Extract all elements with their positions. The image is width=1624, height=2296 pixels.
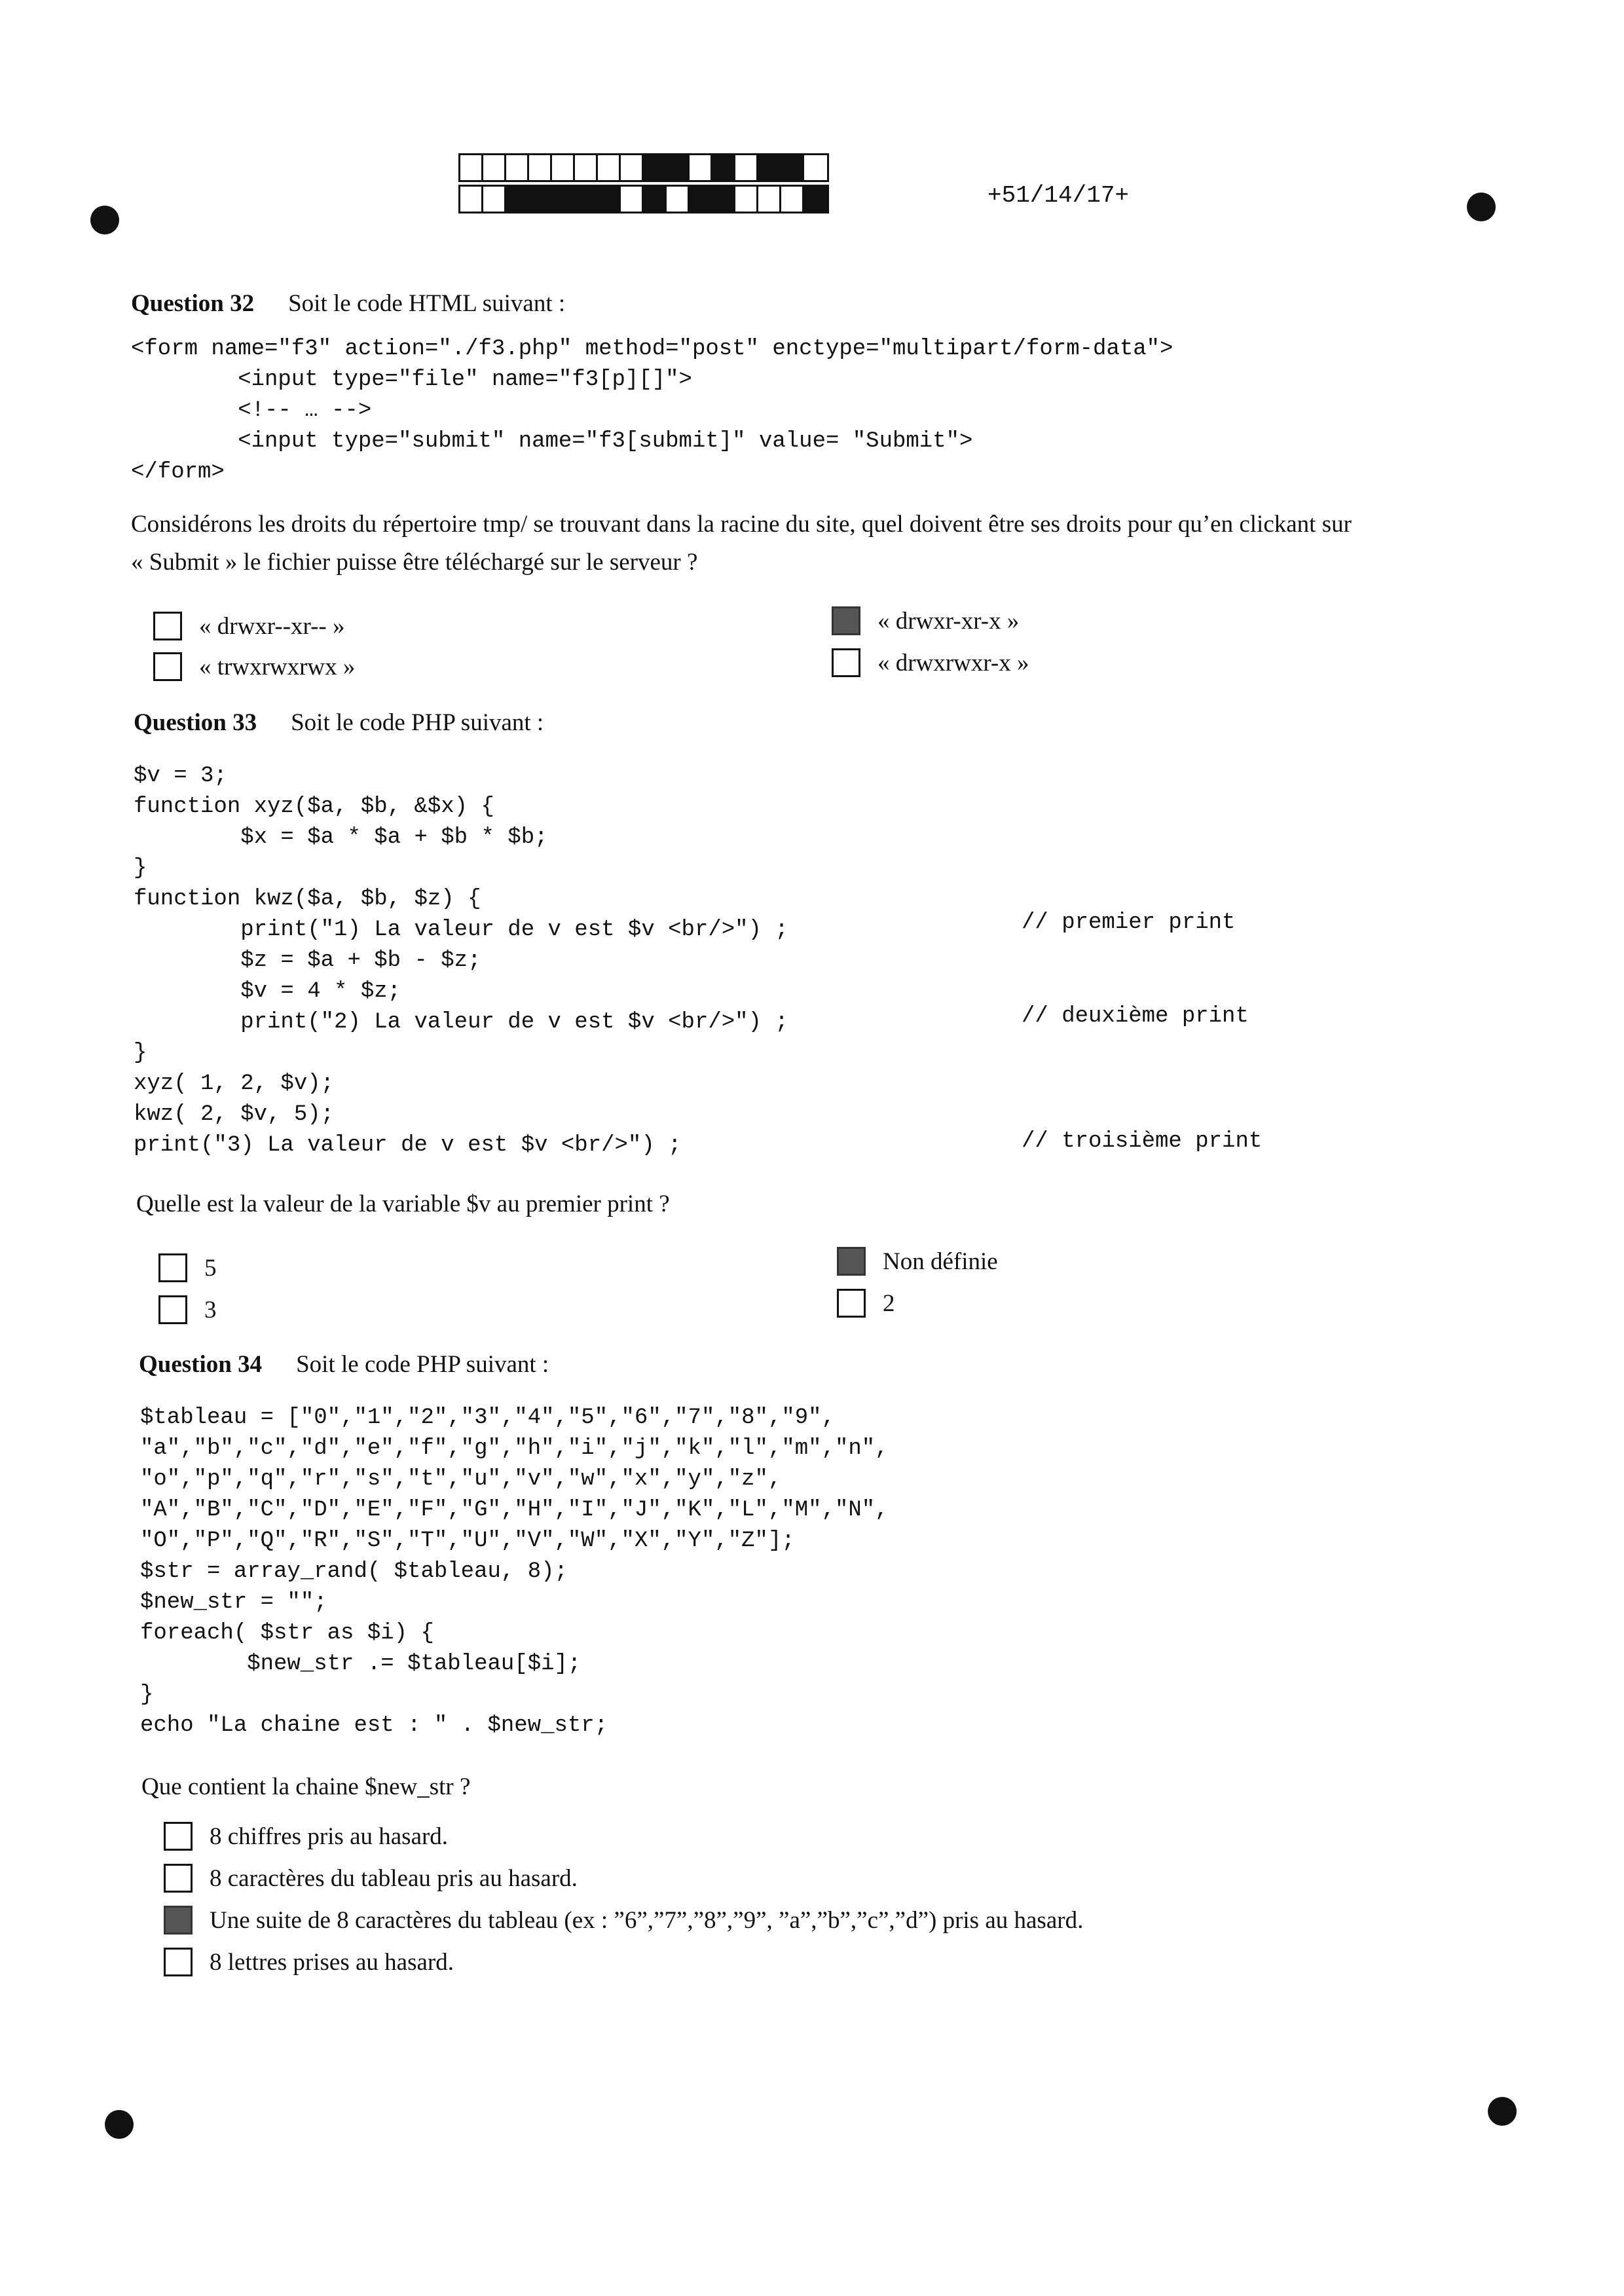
q33-choice-2[interactable] (158, 1295, 217, 1324)
question-34-heading (139, 1350, 549, 1379)
barcode-cell (735, 155, 758, 180)
q33-choice-1[interactable] (158, 1253, 217, 1282)
q34-choice-1[interactable] (164, 1822, 448, 1851)
code-line: } (134, 1041, 147, 1065)
barcode-cell (598, 155, 621, 180)
q34-choice-3[interactable] (164, 1906, 1083, 1935)
barcode-cell (781, 155, 804, 180)
q33-choice-4[interactable] (837, 1289, 895, 1318)
barcode-cell (621, 187, 644, 212)
code-line: $v = 4 * $z; (134, 979, 401, 1004)
question-number: Question 34 (139, 1351, 263, 1378)
comment-deuxieme-print: // deuxième print (1022, 1004, 1249, 1029)
choice-label: 3 (204, 1296, 217, 1324)
choice-label: « trwxrwxrwx » (199, 653, 356, 680)
registration-mark-top-left (90, 206, 119, 234)
code-line: print("1) La valeur de v est $v <br/>") ; (134, 917, 788, 942)
question-intro: Soit le code HTML suivant : (288, 290, 566, 317)
choice-label: « drwxr--xr-- » (199, 612, 345, 640)
choice-label: 8 caractères du tableau pris au hasard. (210, 1864, 578, 1892)
barcode-row-1 (458, 153, 829, 182)
code-line: print("3) La valeur de v est $v <br/>") ; (134, 1133, 682, 1158)
barcode-cell (598, 187, 621, 212)
question-number: Question 32 (131, 290, 255, 317)
choice-label: 5 (204, 1254, 217, 1282)
choice-label: « drwxr-xr-x » (877, 607, 1020, 635)
prompt-line-2: « Submit » le fichier puisse être téléchargé sur le serveur ? (131, 549, 698, 576)
barcode-cell (552, 155, 575, 180)
prompt-line-1: Considérons les droits du répertoire tmp/ se trouvant dans la racine du site, quel doivent être ses droits pour qu’en clickant sur (131, 511, 1352, 538)
question-34-code (140, 1403, 889, 1741)
barcode-cell (552, 187, 575, 212)
q33-choice-3[interactable] (837, 1247, 998, 1276)
comment-troisieme-print: // troisième print (1022, 1129, 1263, 1154)
code-line: "o","p","q","r","s","t","u","v","w","x","y","z", (140, 1467, 782, 1492)
barcode-cell (644, 155, 667, 180)
q32-choice-1[interactable] (153, 612, 345, 640)
barcode-cell (690, 155, 712, 180)
question-33-heading (134, 709, 544, 737)
barcode-cell (667, 155, 690, 180)
barcode-cell (690, 187, 712, 212)
barcode-cell (506, 187, 529, 212)
question-intro: Soit le code PHP suivant : (296, 1351, 549, 1378)
code-line: $new_str .= $tableau[$i]; (140, 1652, 581, 1676)
barcode-cell (758, 155, 781, 180)
checkbox[interactable] (164, 1864, 193, 1893)
q32-choice-2[interactable] (153, 652, 355, 681)
registration-mark-bottom-right (1488, 2097, 1517, 2126)
checkbox[interactable] (164, 1822, 193, 1851)
checkbox[interactable] (837, 1247, 866, 1276)
registration-mark-top-right (1467, 193, 1496, 221)
checkbox[interactable] (158, 1295, 187, 1324)
code-line: } (134, 856, 147, 881)
barcode-cell (483, 187, 506, 212)
checkbox[interactable] (153, 612, 182, 640)
choice-label: Une suite de 8 caractères du tableau (ex : ”6”,”7”,”8”,”9”, ”a”,”b”,”c”,”d”) pris au hasard. (210, 1906, 1084, 1934)
code-line: "A","B","C","D","E","F","G","H","I","J","K","L","M","N", (140, 1498, 889, 1523)
barcode-cell (621, 155, 644, 180)
barcode-cell (529, 187, 552, 212)
checkbox[interactable] (832, 648, 860, 677)
choice-label: 8 chiffres pris au hasard. (210, 1823, 449, 1850)
code-line: function xyz($a, $b, &$x) { (134, 794, 494, 819)
q34-choice-4[interactable] (164, 1948, 454, 1976)
code-line: $x = $a * $a + $b * $b; (134, 825, 548, 850)
code-line: <input type="file" name="f3[p][]"> (131, 367, 692, 392)
checkbox[interactable] (164, 1906, 193, 1935)
sheet-id: +51/14/17+ (987, 182, 1130, 209)
code-line: print("2) La valeur de v est $v <br/>") ; (134, 1010, 788, 1035)
code-line: } (140, 1682, 154, 1707)
code-line: <!-- … --> (131, 398, 372, 423)
question-34-prompt: Que contient la chaine $new_str ? (141, 1773, 471, 1800)
code-line: xyz( 1, 2, $v); (134, 1071, 335, 1096)
barcode-cell (575, 187, 598, 212)
question-33-prompt: Quelle est la valeur de la variable $v au premier print ? (136, 1191, 670, 1217)
question-intro: Soit le code PHP suivant : (291, 709, 544, 736)
question-33-code (134, 761, 788, 1161)
barcode-cell (506, 155, 529, 180)
code-line: $str = array_rand( $tableau, 8); (140, 1559, 568, 1584)
barcode-cell (781, 187, 804, 212)
checkbox[interactable] (164, 1948, 193, 1976)
barcode-cell (804, 187, 827, 212)
barcode-row-2 (458, 185, 829, 213)
checkbox[interactable] (153, 652, 182, 681)
choice-label: Non définie (883, 1248, 998, 1275)
barcode-cell (575, 155, 598, 180)
code-line: echo "La chaine est : " . $new_str; (140, 1713, 608, 1738)
barcode-cell (644, 187, 667, 212)
code-line: </form> (131, 460, 225, 485)
barcode-cell (529, 155, 552, 180)
barcode-cell (460, 155, 483, 180)
barcode-cell (483, 155, 506, 180)
comment-premier-print: // premier print (1022, 910, 1236, 935)
code-line: $new_str = ""; (140, 1590, 327, 1615)
barcode-cell (460, 187, 483, 212)
code-line: $v = 3; (134, 764, 227, 788)
barcode-cell (804, 155, 827, 180)
choice-label: « drwxrwxr-x » (877, 649, 1029, 676)
barcode-cell (712, 155, 735, 180)
barcode-cell (712, 187, 735, 212)
code-line: kwz( 2, $v, 5); (134, 1102, 335, 1127)
code-line: function kwz($a, $b, $z) { (134, 887, 481, 912)
question-32-code (131, 334, 1173, 488)
question-32-heading (131, 289, 565, 318)
barcode-cell (735, 187, 758, 212)
code-line: <input type="submit" name="f3[submit]" value= "Submit"> (131, 429, 973, 454)
question-32-prompt (131, 506, 1480, 582)
code-line: $z = $a + $b - $z; (134, 948, 481, 973)
code-line: <form name="f3" action="./f3.php" method="post" enctype="multipart/form-data"> (131, 337, 1173, 361)
barcode-cell (758, 187, 781, 212)
code-line: foreach( $str as $i) { (140, 1621, 434, 1646)
code-line: "O","P","Q","R","S","T","U","V","W","X","Y","Z"]; (140, 1528, 795, 1553)
code-line: "a","b","c","d","e","f","g","h","i","j","k","l","m","n", (140, 1436, 889, 1461)
choice-label: 2 (883, 1289, 895, 1317)
checkbox[interactable] (837, 1289, 866, 1318)
q34-choice-2[interactable] (164, 1864, 578, 1893)
question-number: Question 33 (134, 709, 257, 736)
checkbox[interactable] (832, 606, 860, 635)
q32-choice-3[interactable] (832, 606, 1019, 635)
barcode-cell (667, 187, 690, 212)
code-line: $tableau = ["0","1","2","3","4","5","6","7","8","9", (140, 1405, 835, 1430)
checkbox[interactable] (158, 1253, 187, 1282)
choice-label: 8 lettres prises au hasard. (210, 1948, 454, 1976)
registration-mark-bottom-left (105, 2110, 134, 2139)
q32-choice-4[interactable] (832, 648, 1029, 677)
